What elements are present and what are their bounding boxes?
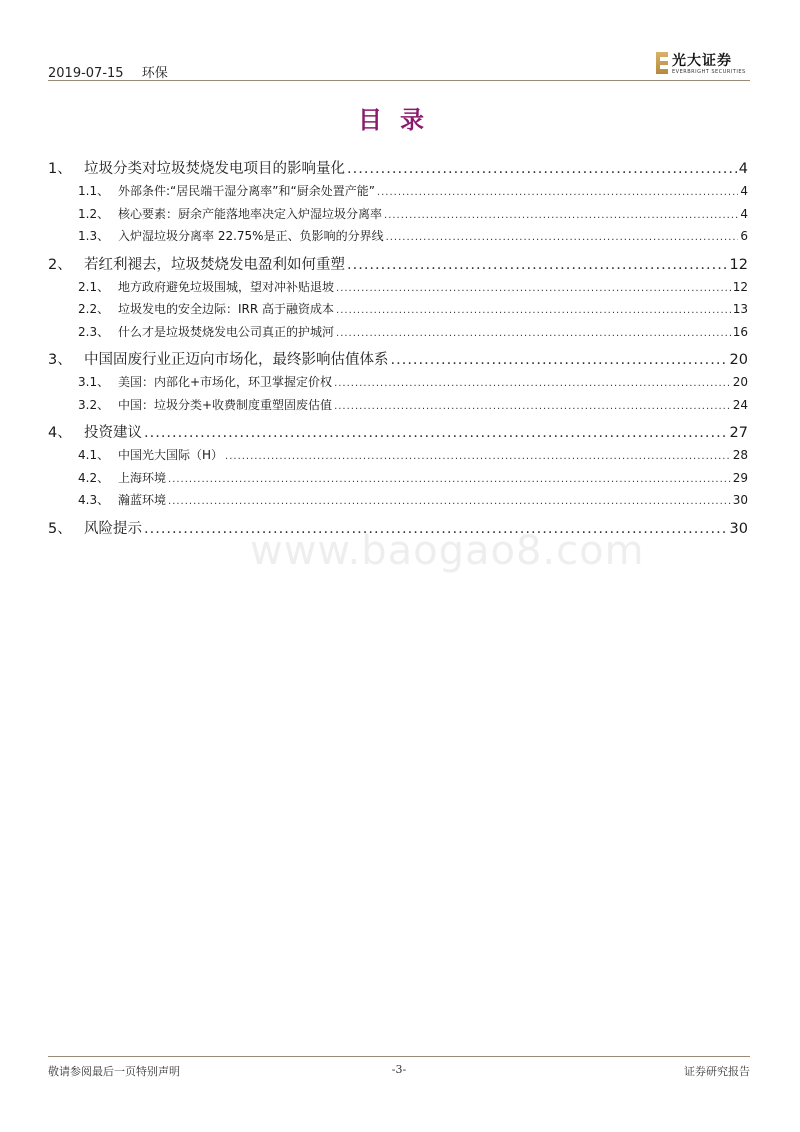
- logo-mark-icon: [656, 52, 668, 74]
- toc-dot-leader: [347, 254, 728, 276]
- toc-entry-section[interactable]: [48, 467, 748, 490]
- toc-entry-number: 2.1、: [78, 279, 110, 294]
- toc-entry-number: 1.3、: [78, 229, 110, 243]
- toc-entry-title: 入炉湿垃圾分离率 22.75%是正、负影响的分界线: [118, 229, 384, 243]
- toc-entry-number: 3.2、: [78, 397, 110, 412]
- toc-dot-leader: [347, 158, 737, 180]
- toc-entry-number: 3.1、: [78, 375, 110, 389]
- toc-dot-leader: [336, 323, 731, 344]
- toc-dot-leader: [334, 396, 731, 417]
- toc-entry-page: 13: [732, 302, 748, 316]
- toc-entry-title: 瀚蓝环境: [118, 493, 167, 507]
- toc-entry-section[interactable]: [48, 276, 748, 299]
- toc-entry-chapter[interactable]: [48, 158, 748, 180]
- toc-entry-title: 什么才是垃圾焚烧发电公司真正的护城河: [118, 324, 335, 339]
- header-info: [48, 62, 182, 81]
- toc-entry-page: 12: [732, 279, 748, 294]
- table-of-contents: [48, 152, 748, 540]
- toc-entry-page: 28: [732, 448, 748, 462]
- toc-entry-page: 4: [740, 184, 748, 198]
- toc-entry-title: 中国光大国际（H）: [118, 448, 224, 462]
- toc-dot-leader: [168, 469, 731, 490]
- everbright-logo: [654, 50, 750, 78]
- logo-chinese-name: 光大证券: [672, 53, 732, 69]
- toc-entry-section[interactable]: [48, 444, 748, 467]
- toc-entry-page: 27: [729, 425, 748, 441]
- report-sector: 环保: [141, 66, 168, 81]
- toc-entry-section[interactable]: [48, 180, 748, 203]
- toc-entry-number: 5、: [48, 520, 72, 537]
- toc-entry-title: 若红利褪去，垃圾焚烧发电盈利如何重塑: [84, 256, 345, 273]
- toc-dot-leader: [168, 491, 731, 512]
- page-header: [48, 48, 750, 81]
- logo-english-name: EVERBRIGHT SECURITIES: [672, 69, 746, 75]
- toc-entry-title: 投资建议: [84, 425, 142, 441]
- toc-entry-section[interactable]: [48, 298, 748, 321]
- toc-entry-page: 6: [740, 229, 748, 243]
- toc-entry-section[interactable]: [48, 489, 748, 512]
- toc-entry-page: 29: [732, 470, 748, 485]
- toc-entry-number: 2.3、: [78, 324, 110, 339]
- toc-entry-number: 4.3、: [78, 493, 110, 507]
- toc-entry-page: 16: [732, 324, 748, 339]
- page-number: -3-: [391, 1063, 407, 1076]
- toc-entry-section[interactable]: [48, 321, 748, 344]
- toc-entry-number: 1、: [48, 161, 72, 177]
- toc-entry-number: 2、: [48, 256, 72, 273]
- toc-entry-chapter[interactable]: [48, 422, 748, 444]
- toc-entry-section[interactable]: [48, 394, 748, 417]
- toc-entry-number: 1.1、: [78, 184, 110, 198]
- toc-dot-leader: [144, 422, 728, 444]
- toc-entry-title: 外部条件:“居民端干湿分离率”和“厨余处置产能”: [118, 184, 375, 198]
- toc-entry-chapter[interactable]: [48, 254, 748, 276]
- toc-entry-page: 12: [729, 256, 748, 273]
- footer-report-type: 证券研究报告: [684, 1065, 750, 1078]
- toc-entry-title: 垃圾分类对垃圾焚烧发电项目的影响量化: [84, 161, 345, 177]
- toc-dot-leader: [225, 446, 731, 467]
- toc-entry-title: 垃圾发电的安全边际：IRR 高于融资成本: [118, 302, 335, 316]
- toc-entry-number: 1.2、: [78, 206, 110, 221]
- toc-entry-number: 4.1、: [78, 448, 110, 462]
- toc-entry-number: 2.2、: [78, 302, 110, 316]
- toc-entry-title: 地方政府避免垃圾围城，望对冲补贴退坡: [118, 279, 335, 294]
- toc-entry-section[interactable]: [48, 371, 748, 394]
- report-date: 2019-07-15: [48, 66, 124, 81]
- toc-entry-section[interactable]: [48, 203, 748, 226]
- toc-entry-number: 3、: [48, 352, 72, 368]
- toc-entry-page: 4: [738, 161, 748, 177]
- toc-entry-title: 中国：垃圾分类+收费制度重塑固废估值: [118, 397, 333, 412]
- toc-entry-page: 30: [729, 520, 748, 537]
- footer-disclaimer: 敬请参阅最后一页特别声明: [48, 1065, 180, 1078]
- toc-dot-leader: [386, 227, 739, 248]
- toc-entry-title: 美国：内部化+市场化，环卫掌握定价权: [118, 375, 333, 389]
- toc-dot-leader: [336, 278, 731, 299]
- toc-entry-title: 上海环境: [118, 470, 167, 485]
- toc-entry-number: 4.2、: [78, 470, 110, 485]
- toc-dot-leader: [336, 300, 731, 321]
- toc-dot-leader: [391, 349, 728, 371]
- toc-entry-page: 20: [729, 352, 748, 368]
- toc-entry-title: 风险提示: [84, 520, 142, 537]
- toc-dot-leader: [384, 205, 738, 226]
- page-title: 目录: [358, 106, 442, 134]
- toc-entry-chapter[interactable]: [48, 349, 748, 371]
- toc-entry-page: 30: [732, 493, 748, 507]
- toc-entry-section[interactable]: [48, 225, 748, 248]
- toc-dot-leader: [377, 182, 738, 203]
- toc-entry-title: 核心要素：厨余产能落地率决定入炉湿垃圾分离率: [118, 206, 383, 221]
- watermark: www.baogao8.com: [250, 528, 645, 574]
- toc-entry-page: 24: [732, 397, 748, 412]
- toc-dot-leader: [334, 373, 731, 394]
- toc-entry-page: 4: [740, 206, 748, 221]
- toc-entry-title: 中国固废行业正迈向市场化，最终影响估值体系: [84, 352, 389, 368]
- toc-entry-page: 20: [732, 375, 748, 389]
- toc-entry-number: 4、: [48, 425, 72, 441]
- page-footer: [48, 1056, 750, 1077]
